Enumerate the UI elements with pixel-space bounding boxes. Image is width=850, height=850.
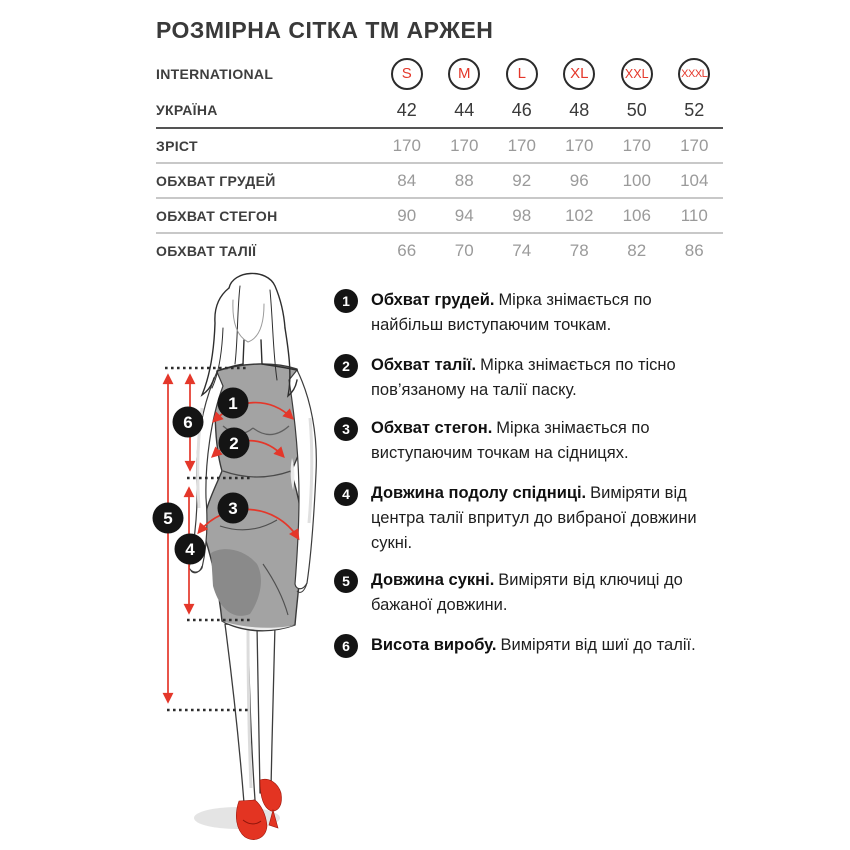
marker-label-4: 4 bbox=[185, 540, 195, 559]
cell-value: 74 bbox=[512, 240, 532, 260]
number-bullet-4: 4 bbox=[334, 482, 358, 506]
cell-value: 110 bbox=[680, 205, 708, 225]
cell-value: 170 bbox=[565, 135, 594, 155]
row-label: INTERNATIONAL bbox=[156, 65, 274, 82]
size-badge-s: S bbox=[391, 58, 423, 90]
table-row-hips bbox=[156, 199, 723, 234]
cell-value: 86 bbox=[684, 240, 704, 260]
marker-label-6: 6 bbox=[183, 413, 193, 432]
measurement-term: Довжина сукні. bbox=[371, 571, 495, 589]
row-label: ОБХВАТ ТАЛІЇ bbox=[156, 242, 257, 259]
measurement-desc: Мірка знімається по тісно пов’язаному на талії паску. bbox=[371, 356, 676, 399]
cell-value: 82 bbox=[627, 240, 647, 260]
measurement-desc: Виміряти від ключиці до бажаної довжини. bbox=[371, 571, 683, 614]
measurement-term: Обхват грудей. bbox=[371, 291, 495, 309]
row-label: ЗРІСТ bbox=[156, 137, 198, 154]
measurement-item-6 bbox=[334, 633, 726, 658]
measurement-desc: Мірка знімається по найбільш виступаючим точкам. bbox=[371, 291, 652, 334]
table-row-chest bbox=[156, 164, 723, 199]
number-bullet-3: 3 bbox=[334, 417, 358, 441]
size-badge-l: L bbox=[506, 58, 538, 90]
row-label: ОБХВАТ СТЕГОН bbox=[156, 207, 278, 224]
size-badge-m: M bbox=[448, 58, 480, 90]
measurement-desc: Мірка знімається по виступаючим точкам на сідницях. bbox=[371, 419, 650, 462]
size-badge-xxl: XXL bbox=[621, 58, 653, 90]
marker-label-5: 5 bbox=[163, 509, 173, 528]
cell-value: 66 bbox=[397, 240, 417, 260]
measurement-item-4 bbox=[334, 481, 726, 556]
marker-label-3: 3 bbox=[228, 499, 238, 518]
cell-value: 94 bbox=[454, 205, 474, 225]
size-table bbox=[156, 54, 723, 267]
figure-svg bbox=[145, 268, 345, 850]
number-bullet-6: 6 bbox=[334, 634, 358, 658]
table-row-ukraine bbox=[156, 93, 723, 129]
cell-value: 88 bbox=[454, 170, 474, 190]
measurement-term: Висота виробу. bbox=[371, 636, 497, 654]
measurement-term: Довжина подолу спідниці. bbox=[371, 484, 587, 502]
cell-value: 46 bbox=[511, 99, 532, 120]
cell-value: 170 bbox=[507, 135, 536, 155]
marker-label-1: 1 bbox=[228, 394, 238, 413]
cell-value: 78 bbox=[569, 240, 589, 260]
measurement-desc: Виміряти від шиї до талії. bbox=[500, 636, 696, 654]
measurement-item-3 bbox=[334, 416, 726, 466]
cell-value: 102 bbox=[565, 205, 594, 225]
cell-value: 48 bbox=[569, 99, 590, 120]
size-badge-xl: XL bbox=[563, 58, 595, 90]
cell-value: 92 bbox=[512, 170, 532, 190]
cell-value: 70 bbox=[454, 240, 474, 260]
measurement-item-1 bbox=[334, 288, 726, 338]
cell-value: 90 bbox=[397, 205, 417, 225]
cell-value: 100 bbox=[622, 170, 651, 190]
measurement-item-2 bbox=[334, 353, 726, 403]
cell-value: 84 bbox=[397, 170, 417, 190]
cell-value: 170 bbox=[622, 135, 651, 155]
cell-value: 42 bbox=[396, 99, 417, 120]
marker-label-2: 2 bbox=[229, 434, 239, 453]
row-label: УКРАЇНА bbox=[156, 102, 218, 118]
measurement-item-5 bbox=[334, 568, 726, 618]
number-bullet-5: 5 bbox=[334, 569, 358, 593]
page-title: РОЗМІРНА СІТКА ТМ АРЖЕН bbox=[156, 17, 494, 43]
cell-value: 104 bbox=[680, 170, 709, 190]
number-bullet-1: 1 bbox=[334, 289, 358, 313]
number-bullet-2: 2 bbox=[334, 354, 358, 378]
measurement-term: Обхват талії. bbox=[371, 356, 477, 374]
cell-value: 106 bbox=[622, 205, 651, 225]
table-row-height bbox=[156, 129, 723, 164]
cell-value: 170 bbox=[680, 135, 709, 155]
cell-value: 98 bbox=[512, 205, 532, 225]
woman-dress-illustration bbox=[145, 268, 345, 850]
size-badge-xxxl: XXXL bbox=[678, 58, 710, 90]
table-row-international bbox=[156, 54, 723, 93]
cell-value: 50 bbox=[626, 99, 647, 120]
cell-value: 170 bbox=[450, 135, 479, 155]
cell-value: 96 bbox=[569, 170, 589, 190]
cell-value: 52 bbox=[684, 99, 705, 120]
row-label: ОБХВАТ ГРУДЕЙ bbox=[156, 172, 276, 189]
cell-value: 44 bbox=[454, 99, 475, 120]
table-row-waist bbox=[156, 234, 723, 267]
measurement-term: Обхват стегон. bbox=[371, 419, 493, 437]
measurement-desc: Виміряти від центра талії впритул до вибраної довжини сукні. bbox=[371, 484, 697, 552]
cell-value: 170 bbox=[392, 135, 421, 155]
